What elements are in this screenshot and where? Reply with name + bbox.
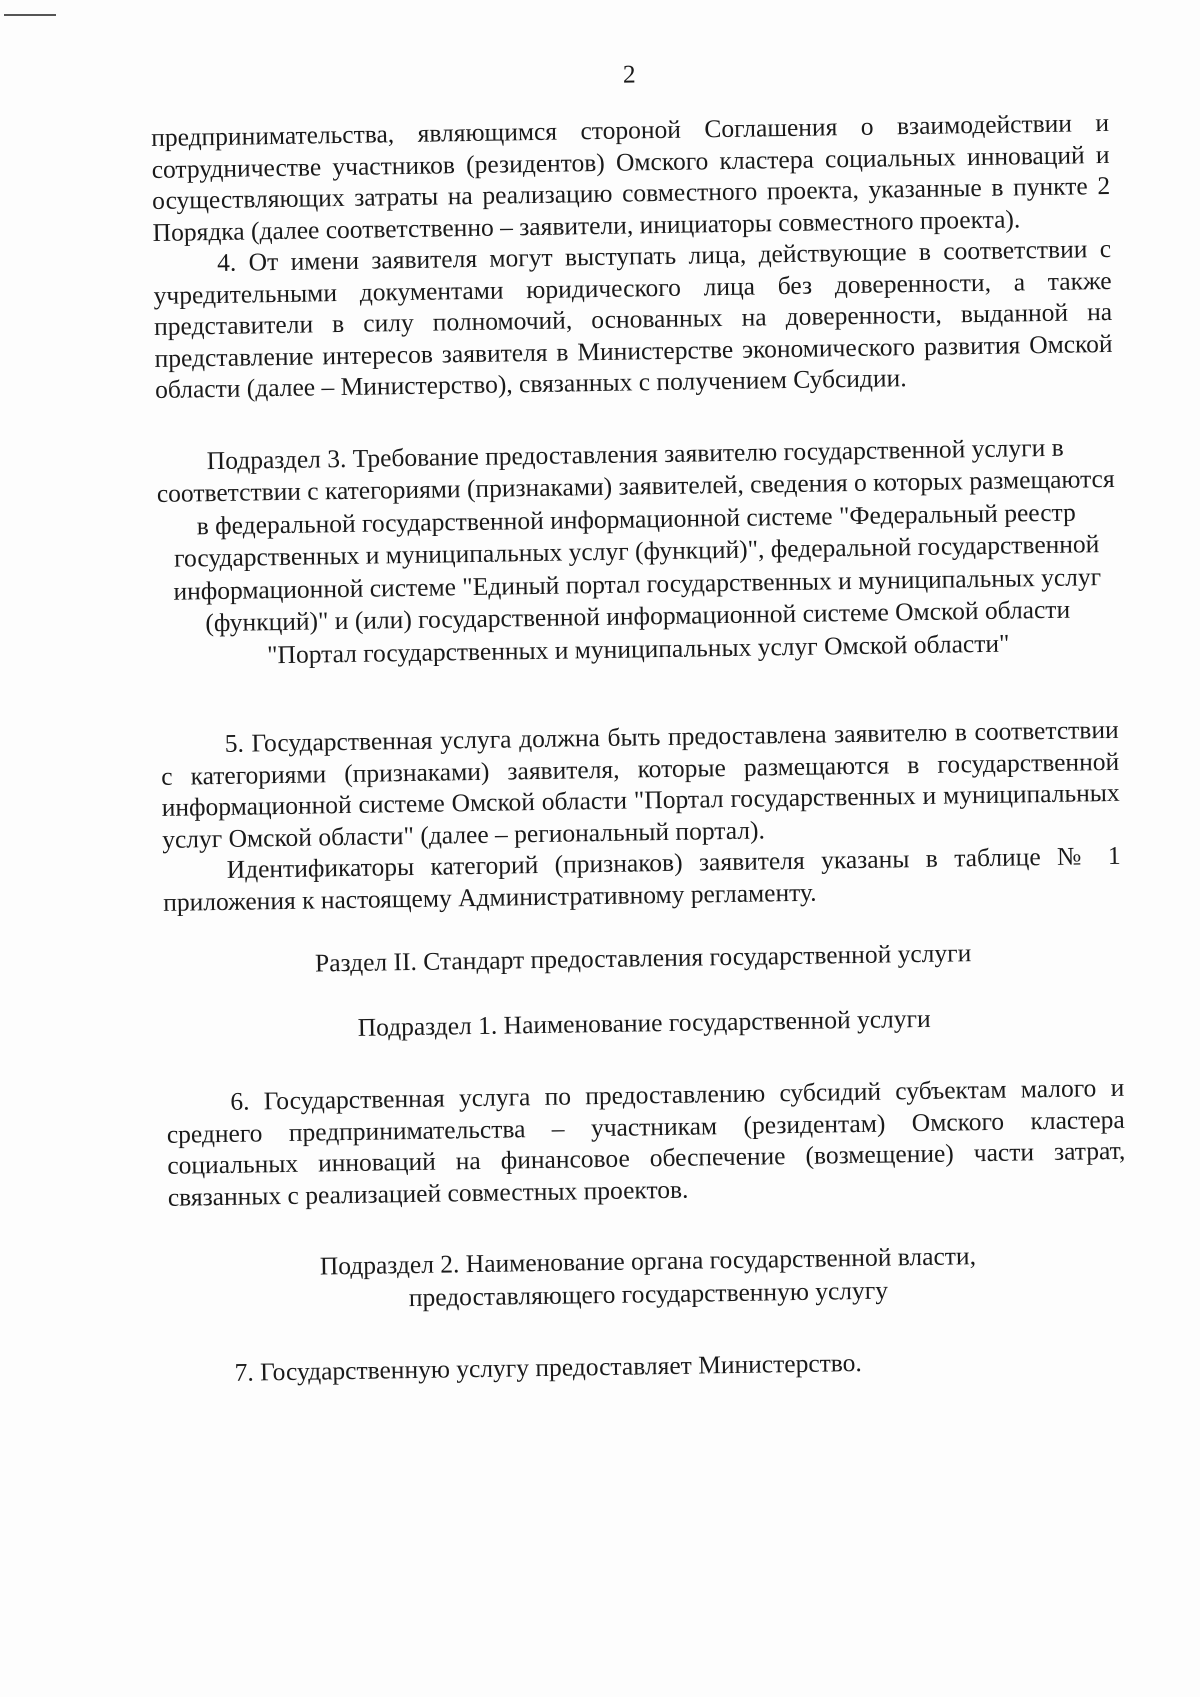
- paragraph-7: 7. Государственную услугу предоставляет Министерство.: [234, 1347, 862, 1387]
- paragraph-continuation: предпринимательства, являющимся стороной Соглашения о взаимодействии и сотрудничестве участников (резидентов) Омского кластера социальных инноваций и осуществляющих затраты на реализацию совместного проекта, указанные в пункте 2 Порядка (далее соответственно – заявители, инициаторы совместного проекта).: [150, 107, 1111, 247]
- subsection-1-heading: Подраздел 1. Наименование государственной услуги: [357, 1003, 931, 1042]
- document-body: [150, 47, 1129, 1389]
- paragraph-5-continuation: Идентификаторы категорий (признаков) заявителя указаны в таблице № 1 приложения к настоящему Административному регламенту.: [162, 840, 1121, 917]
- subsection-2-heading-line-2: предоставляющего государственную услугу: [408, 1275, 889, 1312]
- subsection-3-heading: Подраздел 3. Требование предоставления заявителю государственной услуги в соответствии с категориями (признаками) заявителей, сведения о которых размещаются в федеральной государственной информационной системе "Федеральный реестр государственных и муниципальных услуг (функций)", федеральной государственной информационной системе "Единый портал государственных и муниципальных услуг (функций)" и (или) государственной информационной системе Омской области "Портал государственных и муниципальных услуг Омской области": [156, 432, 1115, 669]
- paragraph-4: 4. От имени заявителя могут выступать лица, действующие в соответствии с учредительными документами юридического лица без доверенности, а также представители в силу полномочий, основанных на доверенности, выданной на представление интересов заявителя в Министерстве экономического развития Омской области (далее – Министерство), связанных с получением Субсидии.: [153, 233, 1113, 404]
- paragraph-6: 6. Государственная услуга по предоставлению субсидий субъектам малого и среднего предпринимательства – участникам (резидентам) Омского кластера социальных инноваций на финансовое обеспечение (возмещение) части затрат, связанных с реализацией совместных проектов.: [166, 1072, 1126, 1212]
- page-number: 2: [622, 59, 636, 89]
- paragraph-5: 5. Государственная услуга должна быть предоставлена заявителю в соответствии с категориями (признаками) заявителя, которые размещаются в государственной информационной системе Омской области "Портал государственных и муниципальных услуг Омской области" (далее – региональный портал).: [160, 714, 1120, 854]
- section-2-heading: Раздел II. Стандарт предоставления государственной услуги: [314, 938, 972, 978]
- subsection-2-heading-line-1: Подраздел 2. Наименование органа государственной власти,: [319, 1241, 977, 1281]
- scan-corner-mark: [4, 14, 56, 16]
